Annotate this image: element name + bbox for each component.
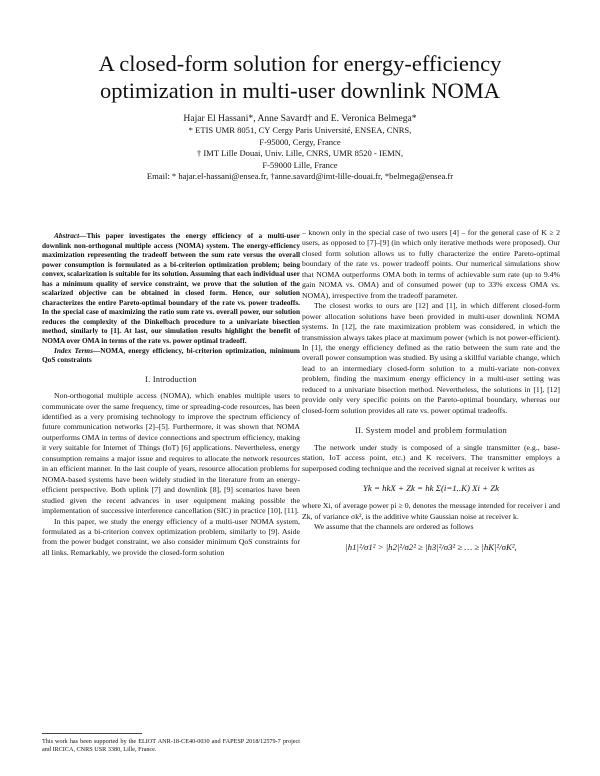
index-terms [42,346,300,365]
footnote-rule [42,733,142,734]
author-emails: Email: * hajar.el-hassani@ensea.fr, †anne.savard@imt-lille-douai.fr, *belmega@ensea.fr [146,171,454,182]
affiliation-1-line-2: F-95000, Cergy, France [259,136,341,147]
equation-received-signal: Yk = hkX + Zk = hk Σ(i=1..K) Xi + Zk [362,482,500,493]
equation-channel-ordering: |h1|²/σ1² > |h2|²/σ2² ≥ |h3|²/σ3² ≥ … ≥ |hK|²/σK², [345,541,517,552]
system-model-paragraph-2: where Xi, of average power pi ≥ 0, denotes the message intended for receiver i and Zk, of variance σk², is the additive white Gaussian noise at receiver k. [302,501,560,521]
intro-paragraph-1: Non-orthogonal multiple access (NOMA), which enables multiple users to communicate over the same frequency, time or spreading-code resources, has been identified as a very promising technology to improve the spectrum efficiency of future communication networks [2]–[5]. Furthermore, it was shown that NOMA outperforms OMA in terms of device connections and spectrum efficiency, making it very suitable for Internet of Things (IoT) [6] applications. Nevertheless, energy consumption remains a major issue and requires to allocate the network resources in an efficient manner. In the last couple of years, resource allocation problems for NOMA-based systems have been widely studied in the literature from an energy-efficient perspective. Both uplink [7] and downlink [8], [9] scenarios have been studied given the recent advances in user equipment making possible the implementation of successive interference cancellation (SIC) in practice [10], [11]. [42,391,300,516]
right-column [302,228,560,560]
title-line-1: A closed-form solution for energy-efficiency [98,51,502,76]
abstract-text: This paper investigates the energy efficiency of a multi-user downlink non-orthogonal multiple access (NOMA) system. The energy-efficiency maximization representing the tradeoff between the sum rate versus the overall power consumption is formulated as a bi-criterion optimization problem; being convex, scalarization is suitable for its solution. Assuming that each individual user has a minimum quality of service constraint, we prove that the solution of the scalarized objective can be obtained in closed form. Hence, our solution characterizes the entire Pareto-optimal boundary of the rate vs. power tradeoffs. In the special case of maximizing the ratio sum rate vs. overall power, our solution reduces the complexity of the Dinkelbach procedure to a univariate bisection method, similarly to [1]. At last, our simulation results highlight the benefit of NOMA over OMA in terms of the rate vs. power optimal tradeoff. [42,231,300,346]
affiliation-1-line-1: * ETIS UMR 8051, CY Cergy Paris Université, ENSEA, CNRS, [188,125,412,136]
system-model-paragraph-1: The network under study is composed of a single transmitter (e.g., base-station, IoT access point, etc.) and K receivers. The transmitter employs a superposed coding technique and the received signal at receiver k writes as [302,442,560,473]
right-paragraph-2: The closest works to ours are [12] and [1], in which different closed-form power allocation solutions have been provided in multi-user downlink NOMA systems. In [12], the rate maximization problem was considered, in which the transmission always takes place at maximum power (which is not power-efficient). In [1], the energy efficiency defined as the ratio between the sum rate and the overall power consumption was studied. By using a skillful variable change, which lead to an intermediary closed-form solution to a multi-variate non-convex problem, finding the maximum energy efficiency in a multi-user setting was reduced to a univariate bisection method. Nevertheless, the solutions in [1], [12] provide only very specific points on the Pareto-optimal boundary, whereas our closed-form solution provides all rate vs. power optimal tradeoffs. [302,301,560,415]
author-names: Hajar El Hassani*, Anne Savard† and E. Veronica Belmega* [183,113,417,124]
system-model-paragraph-3: We assume that the channels are ordered as follows [314,522,474,532]
index-terms-label: Index Terms [54,345,93,355]
affiliation-2-line-1: † IMT Lille Douai, Univ. Lille, CNRS, UMR 8520 - IEMN, [196,148,404,159]
intro-paragraph-2: In this paper, we study the energy efficiency of a multi-user NOMA system, formulated as a bi-criterion convex optimization problem, similarly to [9]. Aside from the power budget constraint, we also consider minimum QoS constraints for all links. Remarkably, we provide the closed-form solution [42,516,300,557]
index-terms-text: —NOMA, energy efficiency, bi-criterion optimization, minimum QoS constraints [42,345,301,365]
title-line-2: optimization in multi-user downlink NOMA [100,78,500,103]
paper-title [40,50,560,104]
affiliation-2-line-2: F-59000 Lille, France [262,159,338,170]
section-heading-system-model: II. System model and problem formulation [354,426,508,436]
right-paragraph-1: – known only in the special case of two users [4] – for the general case of K ≥ 2 users, as opposed to [7]–[9] (in which only iterative methods were proposed). Our closed form solution allows us to fully characterize the entire Pareto-optimal boundary of the rate vs. power tradeoff points. Our numerical simulations show that NOMA outperforms OMA both in terms of achievable sum rate (up to 9.4% gain NOMA vs. OMA) and of consumed power (up to 33% excess OMA vs. NOMA), irrespective from the tradeoff parameter. [302,228,560,300]
abstract-label: Abstract— [54,231,87,240]
abstract [42,231,300,346]
left-column [42,231,300,558]
funding-footnote: This work has been supported by the ELIOT ANR-18-CE40-0030 and FAPESP 2018/12579-7 project and IRCICA, CNRS USR 3380, Lille, France. [42,738,300,753]
author-block [40,113,560,182]
section-heading-introduction: I. Introduction [145,374,197,384]
